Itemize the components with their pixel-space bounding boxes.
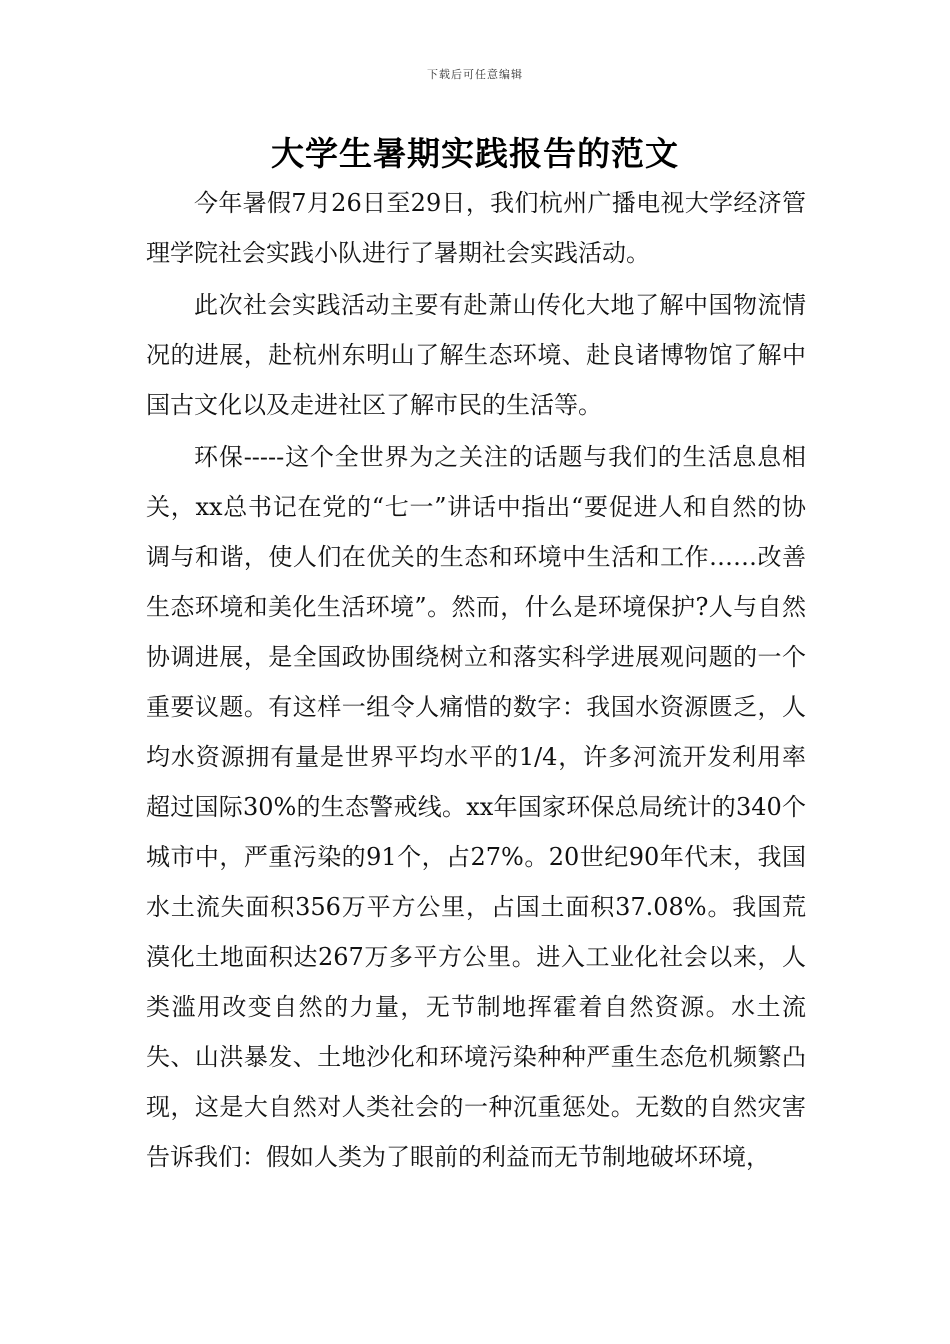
paragraph-3: 环保-----这个全世界为之关注的话题与我们的生活息息相关，xx总书记在党的“七一”讲话中指出“要促进人和自然的协调与和谐，使人们在优关的生态和环境中生活和工作……改善生态环境和美化生活环境”。然而，什么是环境保护?人与自然协调进展，是全国政协围绕树立和落实科学进展观问题的一个重要议题。有这样一组令人痛惜的数字：我国水资源匮乏，人均水资源拥有量是世界平均水平的1/4，许多河流开发利用率超过国际30%的生态警戒线。xx年国家环保总局统计的340个城市中，严重污染的91个，占27%。20世纪90年代末，我国水土流失面积356万平方公里，占国土面积37.08%。我国荒漠化土地面积达267万多平方公里。进入工业化社会以来，人类滥用改变自然的力量，无节制地挥霍着自然资源。水土流失、山洪暴发、土地沙化和环境污染种种严重生态危机频繁凸现，这是大自然对人类社会的一种沉重惩处。无数的自然灾害告诉我们：假如人类为了眼前的利益而无节制地破坏环境， — [146, 443, 806, 1171]
document-body — [146, 178, 806, 1182]
paragraph-2: 此次社会实践活动主要有赴萧山传化大地了解中国物流情况的进展，赴杭州东明山了解生态环境、赴良诸博物馆了解中国古文化以及走进社区了解市民的生活等。 — [146, 291, 806, 419]
document-title: 大学生暑期实践报告的范文 — [271, 134, 679, 173]
paragraph-1: 今年暑假7月26日至29日，我们杭州广播电视大学经济管理学院社会实践小队进行了暑期社会实践活动。 — [146, 189, 806, 267]
header-note: 下载后可任意编辑 — [427, 68, 523, 81]
